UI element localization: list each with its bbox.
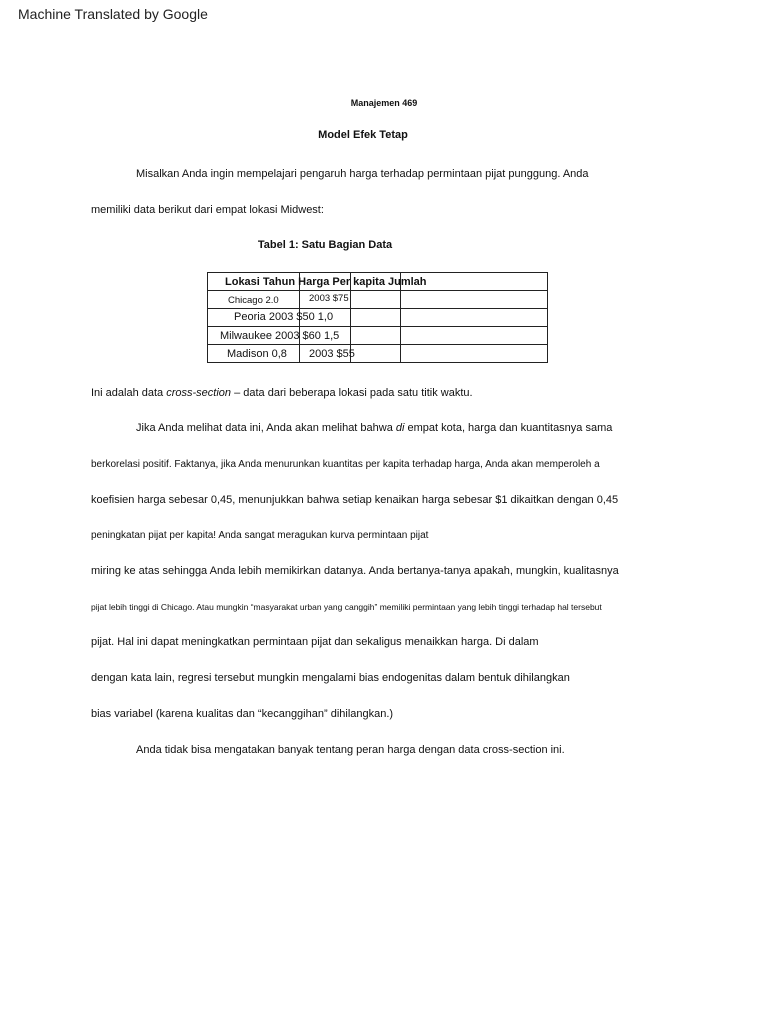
machine-translation-banner: Machine Translated by Google bbox=[18, 6, 208, 22]
course-label: Manajemen 469 bbox=[350, 98, 418, 108]
paragraph-line: bias variabel (karena kualitas dan “kecanggihan” dihilangkan.) bbox=[91, 708, 394, 720]
cross-section-before: Ini adalah data bbox=[91, 387, 167, 399]
table-cell-location: Peoria 2003 $50 1,0 bbox=[234, 311, 334, 323]
table-cell-location: Chicago 2.0 bbox=[228, 295, 279, 306]
table-cell-location: Milwaukee 2003 $60 1,5 bbox=[220, 330, 340, 342]
paragraph-line: dengan kata lain, regresi tersebut mungkin mengalami bias endogenitas dalam bentuk dihilangkan bbox=[91, 672, 570, 684]
paragraph-line: pijat lebih tinggi di Chicago. Atau mungkin “masyarakat urban yang canggih” memiliki permintaan yang lebih tinggi terhadap hal tersebut bbox=[91, 602, 602, 612]
intro-line-1: Misalkan Anda ingin mempelajari pengaruh harga terhadap permintaan pijat punggung. Anda bbox=[136, 168, 589, 180]
paragraph-line: koefisien harga sebesar 0,45, menunjukkan bahwa setiap kenaikan harga sebesar $1 dikaitkan dengan 0,45 bbox=[91, 494, 619, 506]
cross-section-after: – data dari beberapa lokasi pada satu titik waktu. bbox=[231, 387, 473, 399]
paragraph-text: Jika Anda melihat data ini, Anda akan melihat bahwa bbox=[136, 422, 396, 434]
cross-section-term: cross-section bbox=[166, 387, 232, 399]
intro-line-2: memiliki data berikut dari empat lokasi Midwest: bbox=[91, 204, 324, 216]
paragraph-italic: di bbox=[395, 422, 405, 434]
paragraph-text: empat kota, harga dan kuantitasnya sama bbox=[404, 422, 613, 434]
paragraph-line: miring ke atas sehingga Anda lebih memikirkan datanya. Anda bertanya-tanya apakah, mungkin, kualitasnya bbox=[91, 565, 619, 577]
paragraph-line: berkorelasi positif. Faktanya, jika Anda menurunkan kuantitas per kapita terhadap harga, Anda akan memperoleh a bbox=[91, 459, 600, 470]
closing-line: Anda tidak bisa mengatakan banyak tentang peran harga dengan data cross-section ini. bbox=[136, 744, 565, 756]
table-cell-year-price: 2003 $75 bbox=[309, 293, 349, 304]
cross-section-line bbox=[91, 387, 473, 399]
paragraph-line: pijat. Hal ini dapat meningkatkan permintaan pijat dan sekaligus menaikkan harga. Di dalam bbox=[91, 636, 539, 648]
table-caption: Tabel 1: Satu Bagian Data bbox=[257, 239, 393, 251]
table-cell-location: Madison 0,8 bbox=[227, 348, 287, 360]
table-header-text: Lokasi Tahun Harga Per kapita Jumlah bbox=[225, 276, 427, 288]
table-cell-year-price: 2003 $55 bbox=[309, 348, 355, 360]
paragraph-line: peningkatan pijat per kapita! Anda sangat meragukan kurva permintaan pijat bbox=[91, 530, 429, 541]
document-title: Model Efek Tetap bbox=[318, 129, 408, 141]
paragraph-line bbox=[136, 422, 612, 434]
